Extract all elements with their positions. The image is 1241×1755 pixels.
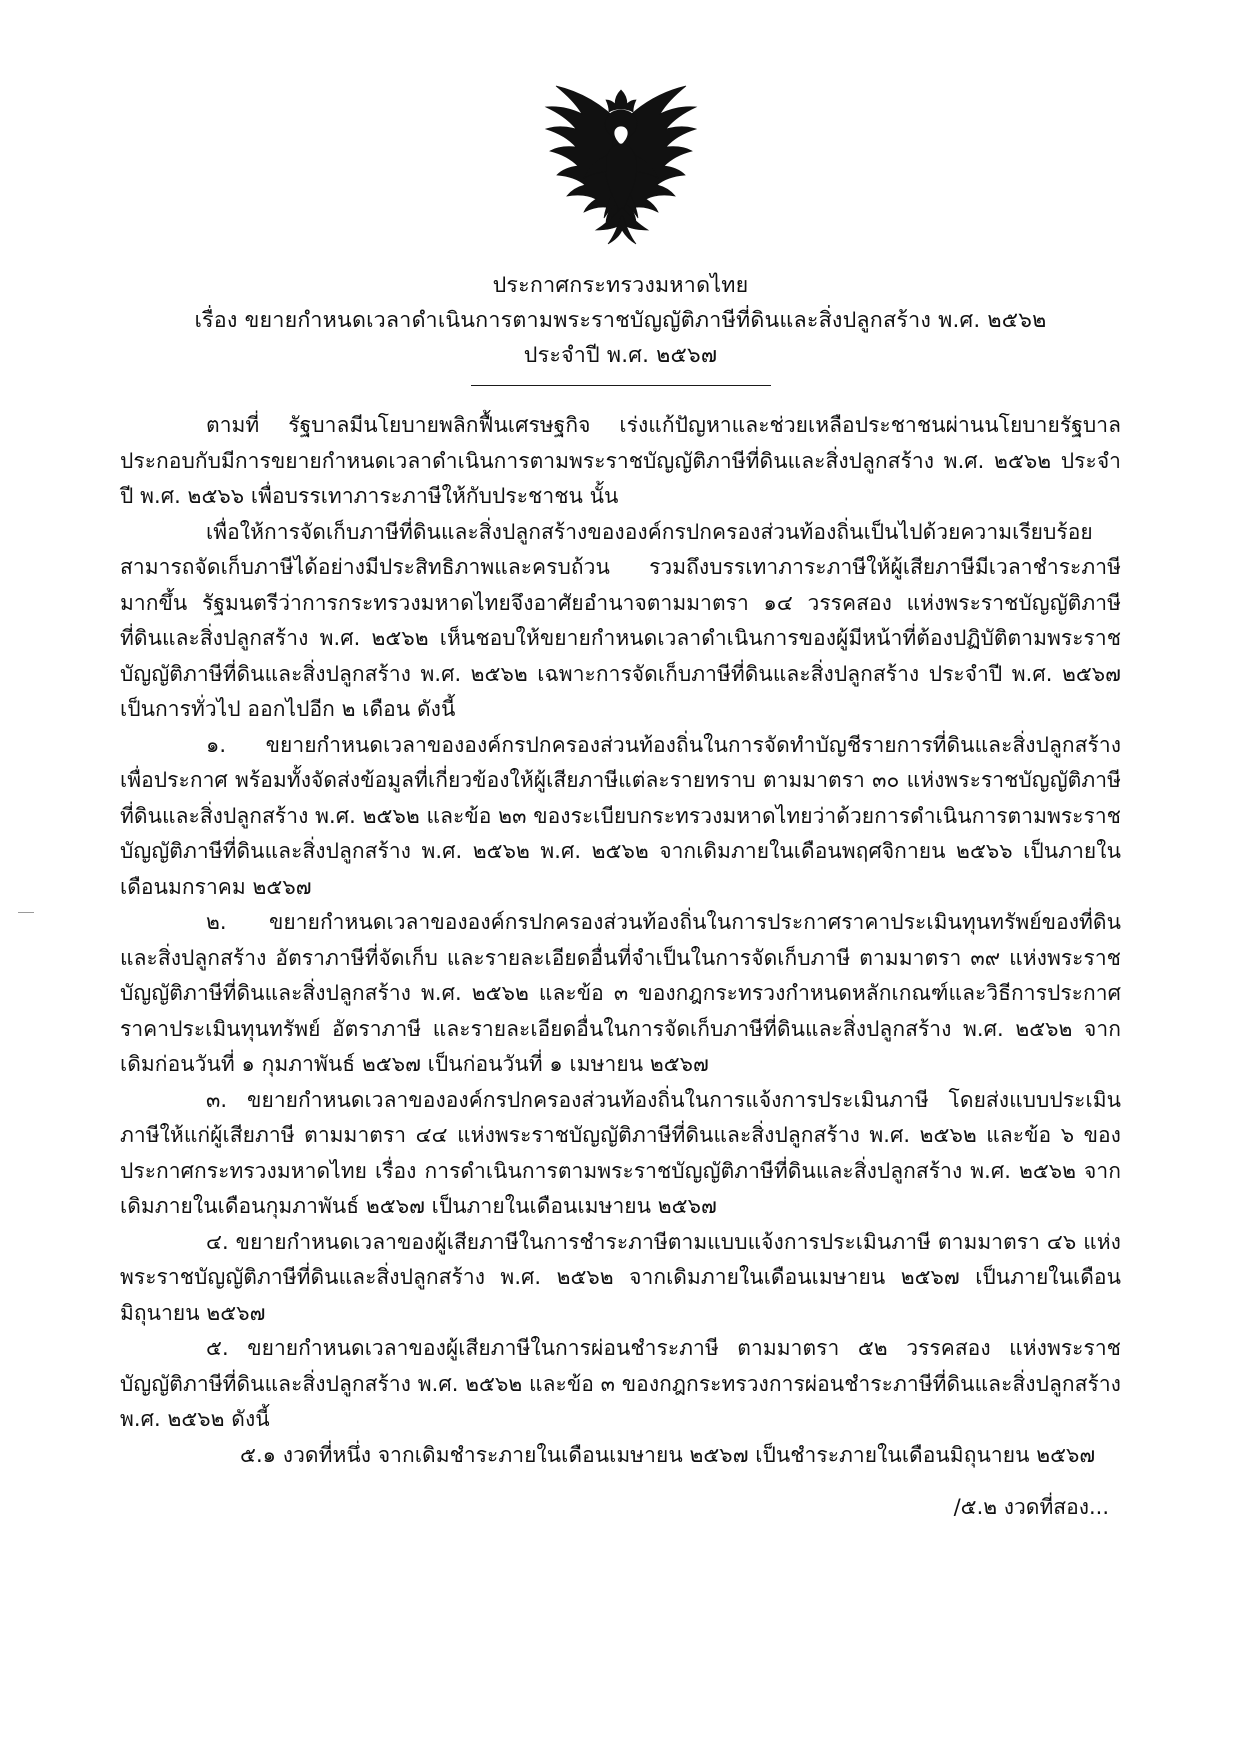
paragraph-item-4: ๔. ขยายกำหนดเวลาของผู้เสียภาษีในการชำระภาษีตามแบบแจ้งการประเมินภาษี ตามมาตรา ๔๖ แห่งพระราชบัญญัติภาษีที่ดินและสิ่งปลูกสร้าง พ.ศ. ๒๕๖๒ จากเดิมภายในเดือนเมษายน ๒๕๖๗ เป็นภายในเดือนมิถุนายน ๒๕๖๗ <box>120 1229 1121 1325</box>
paragraph-item-2: ๒. ขยายกำหนดเวลาขององค์กรปกครองส่วนท้องถิ่นในการประกาศราคาประเมินทุนทรัพย์ของที่ดินและสิ่งปลูกสร้าง อัตราภาษีที่จัดเก็บ และรายละเอียดอื่นที่จำเป็นในการจัดเก็บภาษี ตามมาตรา ๓๙ แห่งพระราชบัญญัติภาษีที่ดินและสิ่งปลูกสร้าง พ.ศ. ๒๕๖๒ และข้อ ๓ ของกฎกระทรวงกำหนดหลักเกณฑ์และวิธีการประกาศราคาประเมินทุนทรัพย์ อัตราภาษี และรายละเอียดอื่นในการจัดเก็บภาษีที่ดินและสิ่งปลูกสร้าง พ.ศ. ๒๕๖๒ จากเดิมก่อนวันที่ ๑ กุมภาพันธ์ ๒๕๖๗ เป็นก่อนวันที่ ๑ เมษายน ๒๕๖๗ <box>120 910 1121 1077</box>
heading-line-3: ประจำปี พ.ศ. ๒๕๖๗ <box>523 342 718 368</box>
garuda-emblem-icon <box>526 76 716 251</box>
heading-line-2: เรื่อง ขยายกำหนดเวลาดำเนินการตามพระราชบัญญัติภาษีที่ดินและสิ่งปลูกสร้าง พ.ศ. ๒๕๖๒ <box>194 307 1047 333</box>
paragraph-item-3: ๓. ขยายกำหนดเวลาขององค์กรปกครองส่วนท้องถิ่นในการแจ้งการประเมินภาษี โดยส่งแบบประเมินภาษีให้แก่ผู้เสียภาษี ตามมาตรา ๔๔ แห่งพระราชบัญญัติภาษีที่ดินและสิ่งปลูกสร้าง พ.ศ. ๒๕๖๒ และข้อ ๖ ของประกาศกระทรวงมหาดไทย เรื่อง การดำเนินการตามพระราชบัญญัติภาษีที่ดินและสิ่งปลูกสร้าง พ.ศ. ๒๕๖๒ จากเดิมภายในเดือนกุมภาพันธ์ ๒๕๖๗ เป็นภายในเดือนเมษายน ๒๕๖๗ <box>120 1087 1121 1219</box>
heading-divider <box>471 385 771 386</box>
paragraph-purpose: เพื่อให้การจัดเก็บภาษีที่ดินและสิ่งปลูกสร้างขององค์กรปกครองส่วนท้องถิ่นเป็นไปด้วยความเรียบร้อย สามารถจัดเก็บภาษีได้อย่างมีประสิทธิภาพและครบถ้วน รวมถึงบรรเทาภาระภาษีให้ผู้เสียภาษีมีเวลาชำระภาษีมากขึ้น รัฐมนตรีว่าการกระทรวงมหาดไทยจึงอาศัยอำนาจตามมาตรา ๑๔ วรรคสอง แห่งพระราชบัญญัติภาษีที่ดินและสิ่งปลูกสร้าง พ.ศ. ๒๕๖๒ เห็นชอบให้ขยายกำหนดเวลาดำเนินการของผู้มีหน้าที่ต้องปฏิบัติตามพระราชบัญญัติภาษีที่ดินและสิ่งปลูกสร้าง พ.ศ. ๒๕๖๒ เฉพาะการจัดเก็บภาษีที่ดินและสิ่งปลูกสร้าง ประจำปี พ.ศ. ๒๕๖๗ เป็นการทั่วไป ออกไปอีก ๒ เดือน ดังนี้ <box>120 519 1121 722</box>
page-continuation-note: /๕.๒ งวดที่สอง... <box>953 1495 1109 1520</box>
paragraph-item-1: ๑. ขยายกำหนดเวลาขององค์กรปกครองส่วนท้องถิ่นในการจัดทำบัญชีรายการที่ดินและสิ่งปลูกสร้างเพื่อประกาศ พร้อมทั้งจัดส่งข้อมูลที่เกี่ยวข้องให้ผู้เสียภาษีแต่ละรายทราบ ตามมาตรา ๓๐ แห่งพระราชบัญญัติภาษีที่ดินและสิ่งปลูกสร้าง พ.ศ. ๒๕๖๒ และข้อ ๒๓ ของระเบียบกระทรวงมหาดไทยว่าด้วยการดำเนินการตามพระราชบัญญัติภาษีที่ดินและสิ่งปลูกสร้าง พ.ศ. ๒๕๖๒ พ.ศ. ๒๕๖๒ จากเดิมภายในเดือนพฤศจิกายน ๒๕๖๖ เป็นภายในเดือนมกราคม ๒๕๖๗ <box>120 732 1121 899</box>
paragraph-intro: ตามที่ รัฐบาลมีนโยบายพลิกฟื้นเศรษฐกิจ เร่งแก้ปัญหาและช่วยเหลือประชาชนผ่านนโยบายรัฐบาล ประกอบกับมีการขยายกำหนดเวลาดำเนินการตามพระราชบัญญัติภาษีที่ดินและสิ่งปลูกสร้าง พ.ศ. ๒๕๖๒ ประจำปี พ.ศ. ๒๕๖๖ เพื่อบรรเทาภาระภาษีให้กับประชาชน นั้น <box>120 413 1121 509</box>
document-body <box>120 408 1121 1473</box>
heading-line-1: ประกาศกระทรวงมหาดไทย <box>492 273 749 298</box>
emblem-container <box>120 76 1121 251</box>
paragraph-item-5-1: ๕.๑ งวดที่หนึ่ง จากเดิมชำระภายในเดือนเมษายน ๒๕๖๗ เป็นชำระภายในเดือนมิถุนายน ๒๕๖๗ <box>240 1442 1096 1467</box>
margin-tick-mark <box>18 912 34 913</box>
document-heading <box>120 269 1121 373</box>
paragraph-item-5: ๕. ขยายกำหนดเวลาของผู้เสียภาษีในการผ่อนชำระภาษี ตามมาตรา ๕๒ วรรคสอง แห่งพระราชบัญญัติภาษีที่ดินและสิ่งปลูกสร้าง พ.ศ. ๒๕๖๒ และข้อ ๓ ของกฎกระทรวงการผ่อนชำระภาษีที่ดินและสิ่งปลูกสร้าง พ.ศ. ๒๕๖๒ ดังนี้ <box>120 1336 1121 1432</box>
